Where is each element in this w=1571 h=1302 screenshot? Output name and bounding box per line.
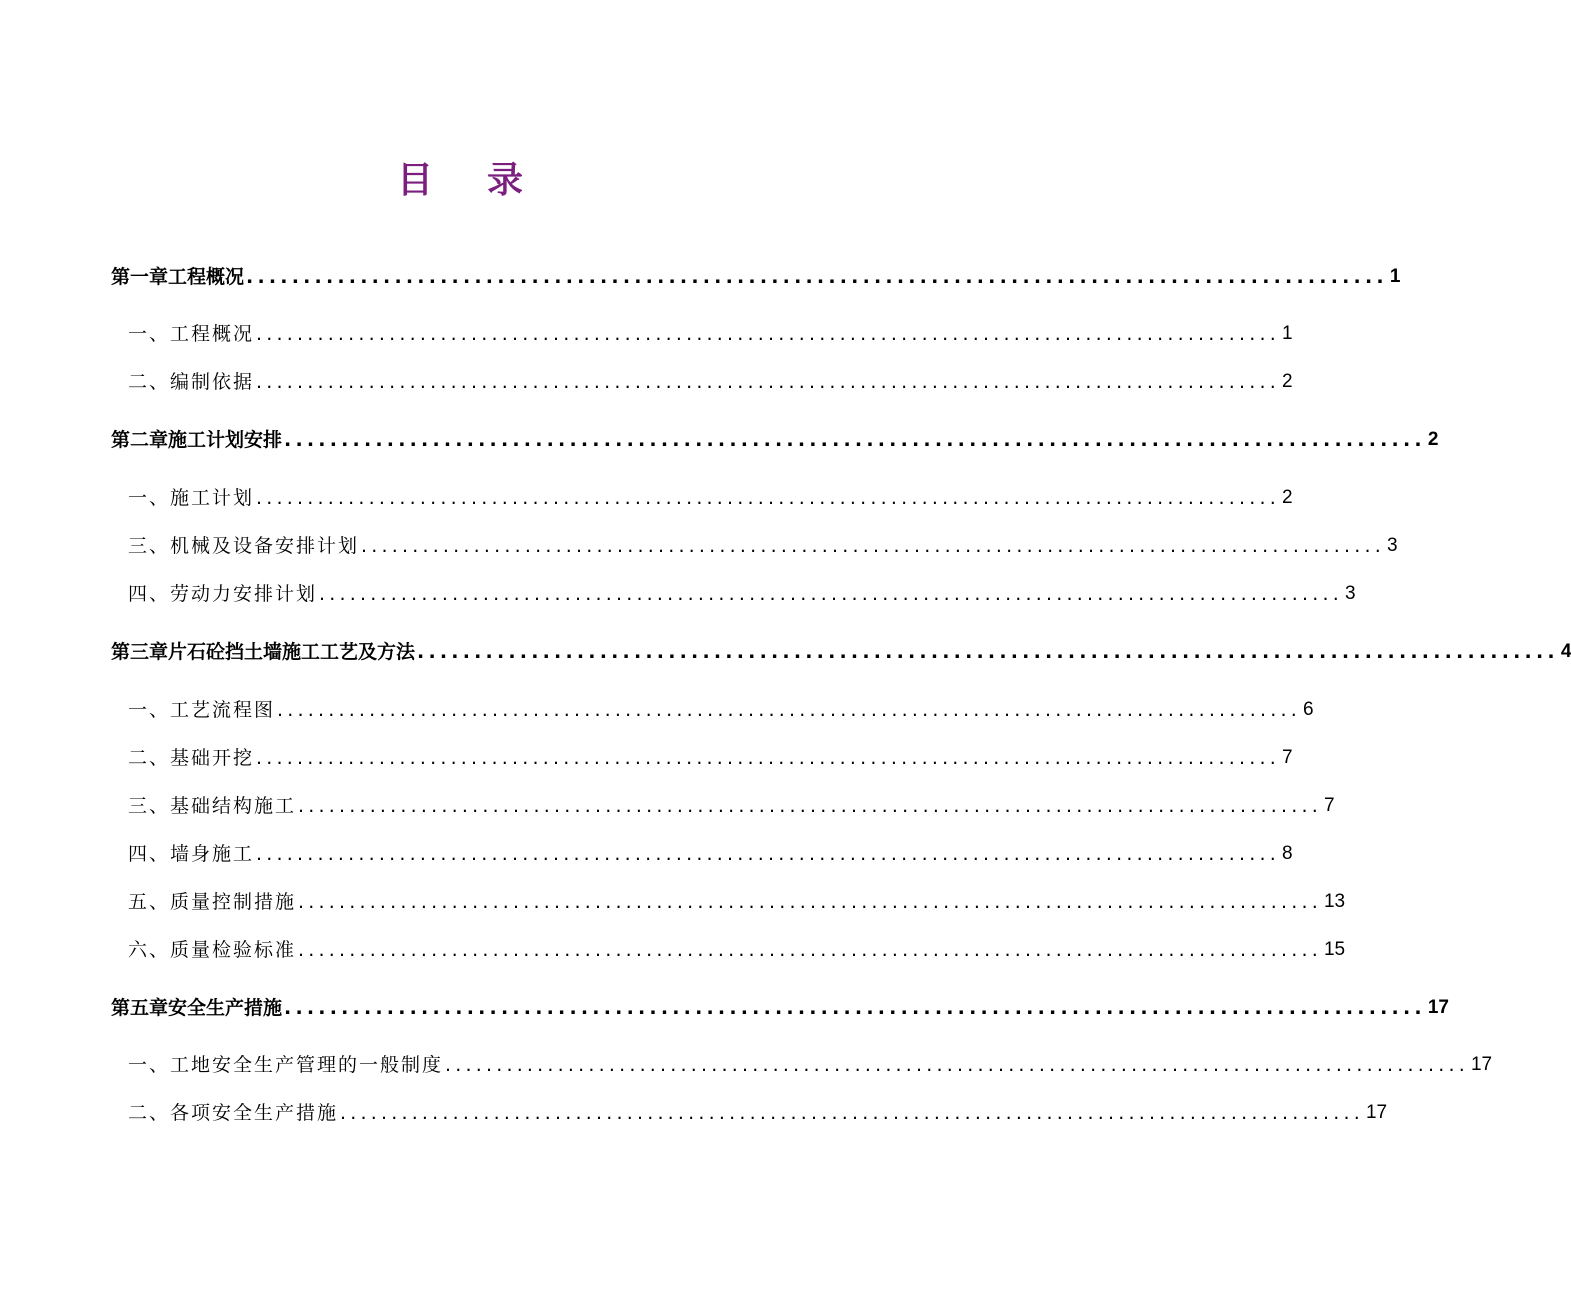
section-title: 四、劳动力安排计划 [128,583,318,605]
page-number: 17 [1470,1054,1493,1075]
title-char-1: 目 [396,160,433,201]
page-number: 17 [1427,997,1449,1018]
chapter-title: 工程概况 [168,266,245,288]
toc-entry-section[interactable] [128,788,1335,818]
chapter-prefix: 第二章 [111,429,169,451]
dot-leader: .................................................................................................... [256,487,1280,509]
page-number: 2 [1281,371,1293,392]
section-title: 六、质量检验标准 [128,939,297,961]
toc-entry-section[interactable] [128,480,1293,510]
toc-entry-section[interactable] [128,528,1398,558]
toc-entry-section[interactable] [128,740,1293,770]
page-number: 15 [1323,939,1346,960]
toc-entry-section[interactable] [128,1095,1388,1125]
dot-leader: .................................................................................................... [417,641,1559,663]
chapter-title: 片石砼挡土墙施工工艺及方法 [168,641,416,663]
toc-entry-chapter[interactable] [111,990,1449,1020]
section-title: 三、基础结构施工 [128,795,297,817]
dot-leader: .................................................................................................... [319,583,1343,605]
page-number: 1 [1389,266,1401,287]
chapter-prefix: 第三章 [111,641,169,663]
title-char-2: 录 [487,160,524,201]
toc-entry-section[interactable] [128,576,1356,606]
chapter-title: 施工计划安排 [168,429,283,451]
dot-leader: .................................................................................................... [284,429,1426,451]
section-title: 五、质量控制措施 [128,891,297,913]
page-number: 8 [1281,843,1293,864]
dot-leader: .................................................................................................... [256,323,1280,345]
section-title: 一、施工计划 [128,487,255,509]
toc-entry-section[interactable] [128,692,1314,722]
section-title: 一、工艺流程图 [128,699,276,721]
toc-entry-section[interactable] [128,1047,1493,1077]
section-title: 四、墙身施工 [128,843,255,865]
page-number: 3 [1344,583,1356,604]
toc-entry-section[interactable] [128,884,1346,914]
page-title [0,152,920,203]
dot-leader: .................................................................................................... [445,1054,1469,1076]
dot-leader: .................................................................................................... [298,939,1322,961]
chapter-prefix: 第五章 [111,997,169,1019]
page-number: 7 [1281,747,1293,768]
toc-entry-chapter[interactable] [111,634,1571,664]
dot-leader: .................................................................................................... [284,997,1426,1019]
page-number: 13 [1323,891,1346,912]
toc-entry-section[interactable] [128,836,1293,866]
page-number: 2 [1281,487,1293,508]
section-title: 二、各项安全生产措施 [128,1102,339,1124]
toc-entry-chapter[interactable] [111,259,1401,289]
chapter-title: 安全生产措施 [168,997,283,1019]
section-title: 一、工程概况 [128,323,255,345]
page-number: 1 [1281,323,1293,344]
dot-leader: .................................................................................................... [277,699,1301,721]
dot-leader: .................................................................................................... [256,843,1280,865]
section-title: 一、工地安全生产管理的一般制度 [128,1054,444,1076]
page-number: 7 [1323,795,1335,816]
toc-entry-chapter[interactable] [111,422,1439,452]
page-number: 6 [1302,699,1314,720]
toc-entry-section[interactable] [128,364,1293,394]
toc-entry-section[interactable] [128,316,1293,346]
toc-entry-section[interactable] [128,932,1346,962]
section-title: 二、基础开挖 [128,747,255,769]
dot-leader: .................................................................................................... [298,795,1322,817]
dot-leader: .................................................................................................... [361,535,1385,557]
chapter-prefix: 第一章 [111,266,169,288]
dot-leader: .................................................................................................... [246,266,1388,288]
page-number: 4 [1560,641,1571,662]
page-number: 2 [1427,429,1439,450]
dot-leader: .................................................................................................... [298,891,1322,913]
section-title: 三、机械及设备安排计划 [128,535,360,557]
section-title: 二、编制依据 [128,371,255,393]
page-number: 3 [1386,535,1398,556]
dot-leader: .................................................................................................... [256,371,1280,393]
dot-leader: .................................................................................................... [256,747,1280,769]
dot-leader: .................................................................................................... [340,1102,1364,1124]
page-number: 17 [1365,1102,1388,1123]
